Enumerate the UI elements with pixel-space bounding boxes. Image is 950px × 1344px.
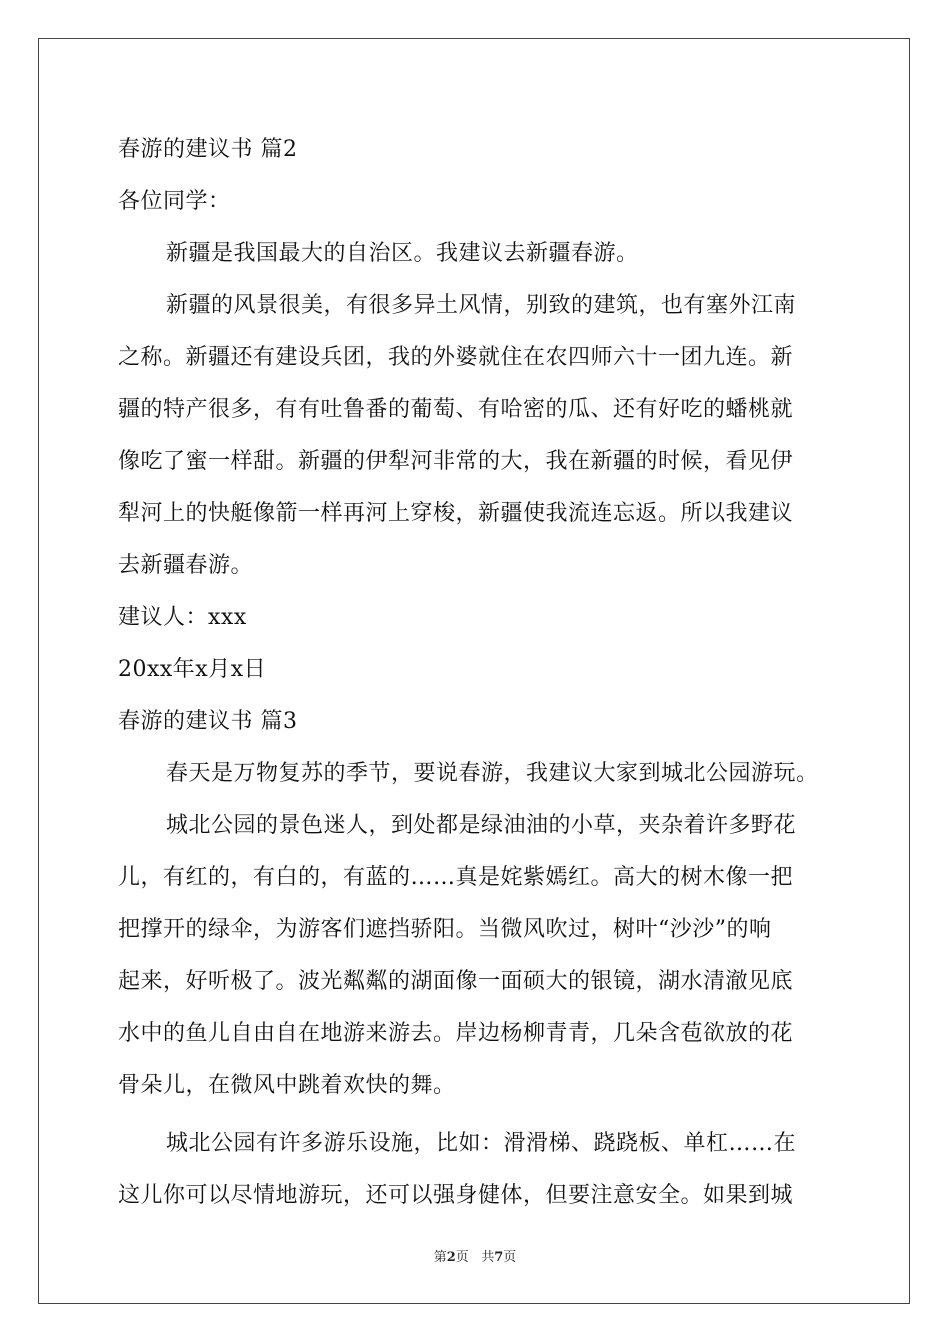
paragraph-line: 新疆的风景很美，有很多异土风情，别致的建筑，也有塞外江南	[166, 293, 797, 318]
paragraph-line: 新疆是我国最大的自治区。我建议去新疆春游。	[166, 241, 639, 266]
paragraph-line: 犁河上的快艇像箭一样再河上穿梭，新疆使我流连忘返。所以我建议	[118, 501, 794, 526]
paragraph-line: 城北公园的景色迷人，到处都是绿油油的小草，夹杂着许多野花	[166, 813, 797, 838]
paragraph-line: 疆的特产很多，有有吐鲁番的葡萄、有哈密的瓜、还有好吃的蟠桃就	[118, 397, 794, 422]
page-label-prefix: 第	[433, 1250, 447, 1265]
total-page-number: 7	[494, 1250, 504, 1265]
salutation: 各位同学：	[118, 189, 231, 214]
document-body	[118, 124, 838, 1222]
paragraph-line: 起来，好听极了。波光粼粼的湖面像一面硕大的银镜，湖水清澈见底	[118, 969, 794, 994]
paragraph-line: 城北公园有许多游乐设施，比如：滑滑梯、跷跷板、单杠……在	[166, 1131, 797, 1156]
page-label-mid: 页 共	[455, 1250, 495, 1265]
paragraph-line: 像吃了蜜一样甜。新疆的伊犁河非常的大，我在新疆的时候，看见伊	[118, 449, 794, 474]
paragraph-line: 之称。新疆还有建设兵团，我的外婆就住在农四师六十一团九连。新	[118, 345, 794, 370]
paragraph-line: 春天是万物复苏的季节，要说春游，我建议大家到城北公园游玩。	[166, 761, 819, 786]
page-label-suffix: 页	[503, 1250, 517, 1265]
paragraph-line: 儿，有红的，有白的，有蓝的……真是姹紫嫣红。高大的树木像一把	[118, 865, 794, 890]
paragraph-line: 去新疆春游。	[118, 553, 254, 578]
paragraph-line: 把撑开的绿伞，为游客们遮挡骄阳。当微风吹过，树叶“沙沙”的响	[118, 917, 772, 942]
section-title: 春游的建议书 篇2	[118, 137, 298, 162]
paragraph-line: 骨朵儿，在微风中跳着欢快的舞。	[118, 1073, 456, 1098]
page-footer	[0, 1246, 950, 1265]
section-title: 春游的建议书 篇3	[118, 709, 298, 734]
signature-line: 建议人：xxx	[118, 605, 247, 630]
paragraph-line: 这儿你可以尽情地游玩，还可以强身健体，但要注意安全。如果到城	[118, 1183, 794, 1208]
date-line: 20xx年x月x日	[118, 657, 267, 682]
paragraph-line: 水中的鱼儿自由自在地游来游去。岸边杨柳青青，几朵含苞欲放的花	[118, 1021, 794, 1046]
current-page-number: 2	[446, 1250, 456, 1265]
